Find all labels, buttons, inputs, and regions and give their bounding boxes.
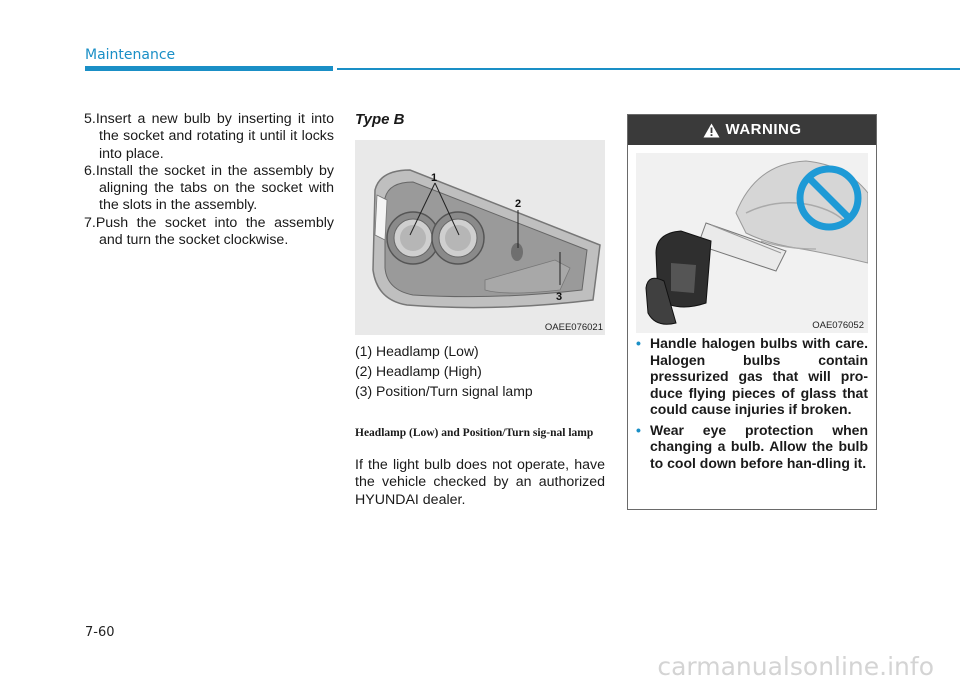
header-rule-thin (337, 68, 960, 70)
warning-item-text: Wear eye protection when changing a bulb. Allow the bulb to cool down before han-dling it. (650, 421, 868, 471)
watermark: carmanualsonline.info (657, 652, 934, 681)
subsection-body: If the light bulb does not operate, have the vehicle checked by an authorized HYUNDAI dealer. (355, 457, 605, 508)
header-rule-thick (85, 66, 333, 71)
figure-captions (355, 341, 605, 401)
page-number: 7-60 (85, 625, 115, 640)
step-item: 5.Insert a new bulb by inserting it into the socket and rotating it until it locks into place. (84, 111, 334, 162)
warning-item-text: Handle halogen bulbs with care. Halogen bulbs contain pressurized gas that will pro-duce flying pieces of glass that could cause injuries if broken. (650, 335, 868, 417)
subsection-heading: Headlamp (Low) and Position/Turn sig-nal lamp (355, 427, 594, 439)
bullet-icon: • (636, 421, 641, 438)
step-item: 7.Push the socket into the assembly and turn the socket clockwise. (84, 214, 334, 249)
warning-list (636, 335, 868, 475)
callout-1: 1 (431, 172, 438, 184)
warning-title: WARNING (725, 121, 802, 138)
section-title: Maintenance (85, 47, 176, 63)
warning-triangle-icon (703, 123, 720, 138)
caption-item: (3) Position/Turn signal lamp (355, 383, 533, 399)
bullet-icon: • (636, 335, 641, 351)
warning-item (636, 422, 868, 472)
callout-2: 2 (515, 198, 522, 210)
warning-item (636, 335, 868, 418)
warning-figure-code: OAE076052 (812, 320, 864, 331)
halogen-bulb-figure (636, 153, 868, 333)
step-item: 6.Install the socket in the assembly by aligning the tabs on the socket with the slots in the assembly. (84, 162, 334, 214)
callout-3: 3 (556, 291, 563, 303)
warning-box (627, 114, 877, 510)
headlamp-illustration (355, 140, 605, 335)
warning-bar (628, 115, 876, 145)
headlamp-figure (355, 140, 605, 335)
caption-item: (2) Headlamp (High) (355, 363, 482, 379)
halogen-bulb-illustration (636, 153, 868, 333)
type-b-heading: Type B (355, 111, 405, 128)
figure-code: OAEE076021 (544, 322, 603, 333)
caption-item: (1) Headlamp (Low) (355, 343, 479, 359)
instruction-steps (84, 111, 334, 249)
